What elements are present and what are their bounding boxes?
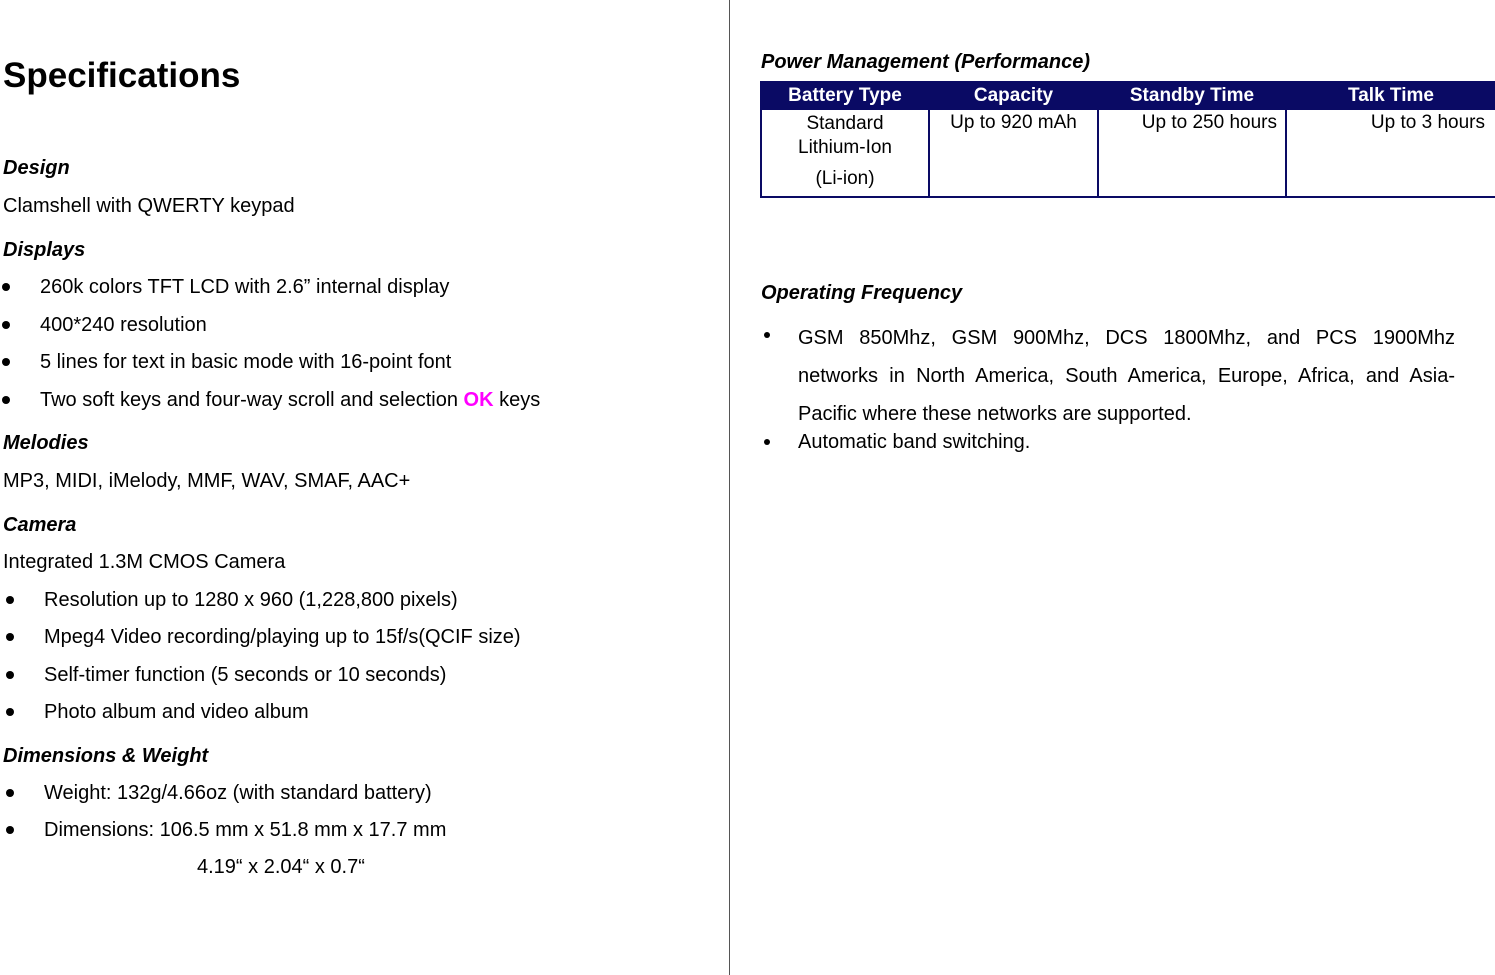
- bullet-icon: [6, 671, 14, 679]
- power-table: [760, 81, 1495, 198]
- dimensions-item: Dimensions: 106.5 mm x 51.8 mm x 17.7 mm: [44, 819, 447, 841]
- bullet-icon: [6, 708, 14, 716]
- camera-item: Mpeg4 Video recording/playing up to 15f/s(QCIF size): [44, 626, 521, 648]
- displays-item: 260k colors TFT LCD with 2.6” internal display: [40, 276, 450, 298]
- bullet-icon: [764, 439, 770, 445]
- frequency-heading: Operating Frequency: [761, 282, 963, 304]
- capacity-cell: Up to 920 mAh: [929, 109, 1098, 197]
- dimensions-heading: Dimensions & Weight: [3, 745, 209, 767]
- camera-heading: Camera: [3, 514, 77, 536]
- frequency-item: GSM 850Mhz, GSM 900Mhz, DCS 1800Mhz, and PCS 1900Mhz networks in North America, South America, Europe, Africa, and Asia-Pacific where these networks are supported.: [798, 327, 1455, 425]
- left-page: [0, 0, 729, 975]
- bullet-icon: [764, 332, 770, 338]
- battery-type-line: Lithium-Ion: [798, 137, 892, 158]
- dimensions-imperial: 4.19“ x 2.04“ x 0.7“: [197, 856, 365, 878]
- camera-item: Self-timer function (5 seconds or 10 seconds): [44, 664, 447, 686]
- bullet-icon: [6, 789, 14, 797]
- column-header: Standby Time: [1098, 82, 1286, 109]
- design-text: Clamshell with QWERTY keypad: [3, 195, 295, 217]
- bullet-icon: [6, 633, 14, 641]
- frequency-item: Automatic band switching.: [798, 431, 1031, 453]
- melodies-text: MP3, MIDI, iMelody, MMF, WAV, SMAF, AAC+: [3, 470, 411, 492]
- bullet-icon: [6, 596, 14, 604]
- camera-item: Photo album and video album: [44, 701, 309, 723]
- softkeys-text-prefix: Two soft keys and four-way scroll and selection: [40, 389, 464, 411]
- standby-time-cell: Up to 250 hours: [1098, 109, 1286, 197]
- softkeys-text-suffix: keys: [493, 389, 541, 411]
- column-header: Talk Time: [1286, 82, 1495, 109]
- displays-heading: Displays: [3, 239, 86, 261]
- camera-text: Integrated 1.3M CMOS Camera: [3, 551, 286, 573]
- bullet-icon: [2, 358, 10, 366]
- bullet-icon: [2, 321, 10, 329]
- talk-time-cell: Up to 3 hours: [1286, 109, 1495, 197]
- power-heading: Power Management (Performance): [761, 51, 1090, 73]
- dimensions-item: Weight: 132g/4.66oz (with standard battery): [44, 782, 432, 804]
- table-header-row: [761, 82, 1495, 109]
- table-row: [761, 109, 1495, 197]
- battery-type-line: (Li-ion): [815, 168, 875, 189]
- camera-item: Resolution up to 1280 x 960 (1,228,800 pixels): [44, 589, 458, 611]
- melodies-heading: Melodies: [3, 432, 89, 454]
- displays-item-softkeys: [40, 389, 540, 412]
- column-header: Battery Type: [761, 82, 929, 109]
- design-heading: Design: [3, 157, 70, 179]
- column-header: Capacity: [929, 82, 1098, 109]
- right-page: [730, 0, 1495, 975]
- displays-item: 5 lines for text in basic mode with 16-point font: [40, 351, 452, 373]
- bullet-icon: [2, 283, 10, 291]
- page-title: Specifications: [3, 56, 241, 95]
- bullet-icon: [6, 826, 14, 834]
- ok-key-label: OK: [463, 389, 494, 411]
- battery-type-line: Standard: [806, 113, 884, 134]
- bullet-icon: [2, 396, 10, 404]
- displays-item: 400*240 resolution: [40, 314, 207, 336]
- battery-type-cell: [761, 109, 929, 197]
